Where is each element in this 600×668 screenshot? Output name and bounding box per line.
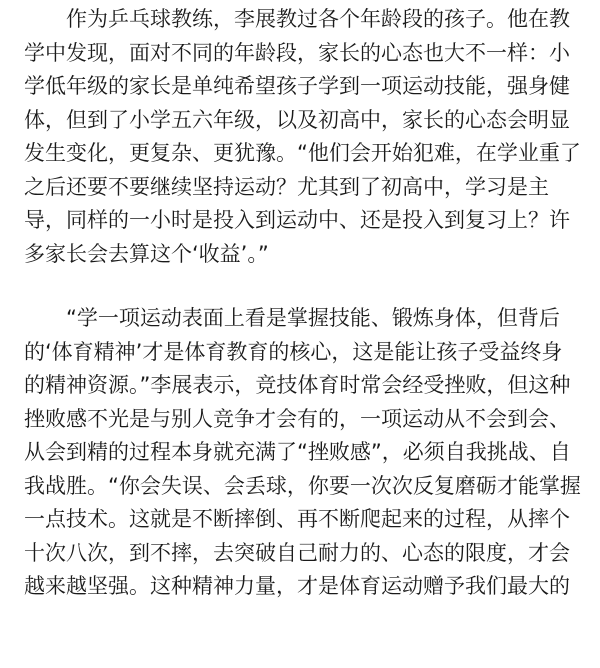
text-line: 的精神资源。”李展表示，竞技体育时常会经受挫败，但这种 — [24, 373, 571, 397]
article-body — [24, 3, 581, 604]
text-line: 十次八次，到不摔，去突破自己耐力的、心态的限度，才会 — [24, 540, 570, 565]
paragraph-1 — [24, 3, 581, 271]
text-line: 的‘体育精神’才是体育教育的核心，这是能让孩子受益终身 — [24, 339, 563, 364]
text-line: 越来越坚强。这种精神力量，才是体育运动赠予我们最大的 — [24, 574, 570, 598]
text-line: 学低年级的家长是单纯希望孩子学到一项运动技能，强身健 — [24, 74, 570, 98]
text-line: 我战胜。“你会失误、会丢球，你要一次次反复磨砺才能掌握 — [24, 473, 581, 498]
paragraph-2 — [24, 302, 581, 604]
paragraph-spacer — [24, 271, 576, 302]
text-line: 之后还要不要继续坚持运动？尤其到了初高中，学习是主 — [24, 174, 549, 199]
text-line: 发生变化，更复杂、更犹豫。“他们会开始犯难，在学业重了 — [24, 141, 581, 165]
text-line: 一点技术。这就是不断摔倒、再不断爬起来的过程，从摔个 — [24, 507, 570, 531]
text-line: “学一项运动表面上看是掌握技能、锻炼身体，但背后 — [66, 306, 560, 330]
text-line: 从会到精的过程本身就充满了“挫败感”，必须自我挑战、自 — [24, 440, 571, 464]
text-line: 作为乒乓球教练，李展教过各个年龄段的孩子。他在教 — [66, 7, 570, 31]
text-line: 导，同样的一小时是投入到运动中、还是投入到复习上？许 — [24, 208, 570, 232]
text-line: 体，但到了小学五六年级，以及初高中，家长的心态会明显 — [24, 107, 570, 132]
text-line: 学中发现，面对不同的年龄段，家长的心态也大不一样：小 — [24, 40, 570, 65]
text-line: 挫败感不光是与别人竞争才会有的，一项运动从不会到会、 — [24, 406, 570, 431]
text-line: 多家长会去算这个‘收益’。” — [24, 241, 269, 266]
